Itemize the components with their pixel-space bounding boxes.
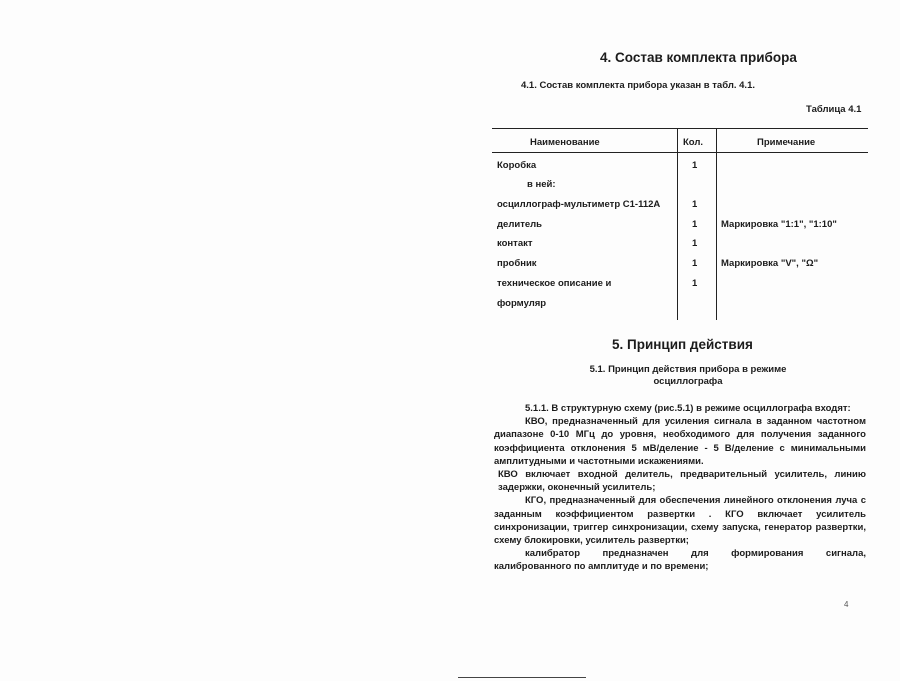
table-cell-qty: 1	[692, 278, 698, 289]
table-cell-qty: 1	[692, 219, 698, 230]
table-top-rule	[492, 128, 868, 129]
section-5-1-heading-line: 5.1. Принцип действия прибора в режиме	[589, 364, 787, 375]
table-cell-name: контакт	[497, 238, 533, 249]
table-column-divider	[716, 128, 717, 320]
section-5-1-heading	[568, 364, 808, 388]
table-caption: Таблица 4.1	[806, 104, 862, 115]
section-5-heading: 5. Принцип действия	[612, 337, 753, 352]
table-column-divider	[677, 128, 678, 320]
table-header-name: Наименование	[530, 137, 600, 148]
paragraph: КВО, предназначенный для усиления сигнала в заданном частотном диапазоне 0-10 МГц до уровня, необходимого для получения заданного коэффициента отклонения 5 мВ/деление - 5 В/деление с минимальными амплитудными и частотными искажениями.	[494, 416, 866, 467]
table-cell-name: Коробка	[497, 160, 537, 171]
page-number: 4	[844, 600, 849, 609]
table-cell-qty: 1	[692, 199, 698, 210]
paragraph: 5.1.1. В структурную схему (рис.5.1) в режиме осциллографа входят:	[525, 403, 851, 414]
footer-rule	[458, 677, 586, 678]
section-4-intro: 4.1. Состав комплекта прибора указан в табл. 4.1.	[521, 80, 755, 91]
table-header-note: Примечание	[757, 137, 816, 148]
table-cell-name: пробник	[497, 258, 537, 269]
paragraph: КВО включает входной делитель, предварительный усилитель, линию задержки, оконечный усилитель;	[498, 469, 866, 494]
section-5-1-heading-line: осциллографа	[653, 376, 723, 387]
section-5-body	[494, 402, 866, 574]
table-cell-note: Маркировка "V", "Ω"	[721, 258, 819, 269]
table-cell-note: Маркировка "1:1", "1:10"	[721, 219, 837, 230]
table-header-rule	[492, 152, 868, 153]
table-header-qty: Кол.	[683, 137, 704, 148]
section-4-heading: 4. Состав комплекта прибора	[600, 50, 797, 65]
paragraph: КГО, предназначенный для обеспечения линейного отклонения луча с заданным коэффициентом развертки . КГО включает усилитель синхронизации, триггер синхронизации, схему запуска, генератор развертки, схему блокировки, усилитель развертки;	[494, 495, 866, 547]
table-cell-name: техническое описание и	[497, 278, 612, 289]
table-cell-name: осциллограф-мультиметр С1-112А	[497, 199, 661, 210]
paragraph: калибратор предназначен для формирования сигнала, калиброванного по амплитуде и по времени;	[494, 548, 866, 573]
table-cell-qty: 1	[692, 238, 698, 249]
table-cell-name: в ней:	[527, 179, 556, 190]
table-cell-name: делитель	[497, 219, 542, 230]
table-cell-qty: 1	[692, 160, 698, 171]
table-cell-qty: 1	[692, 258, 698, 269]
table-cell-name: формуляр	[497, 298, 547, 309]
